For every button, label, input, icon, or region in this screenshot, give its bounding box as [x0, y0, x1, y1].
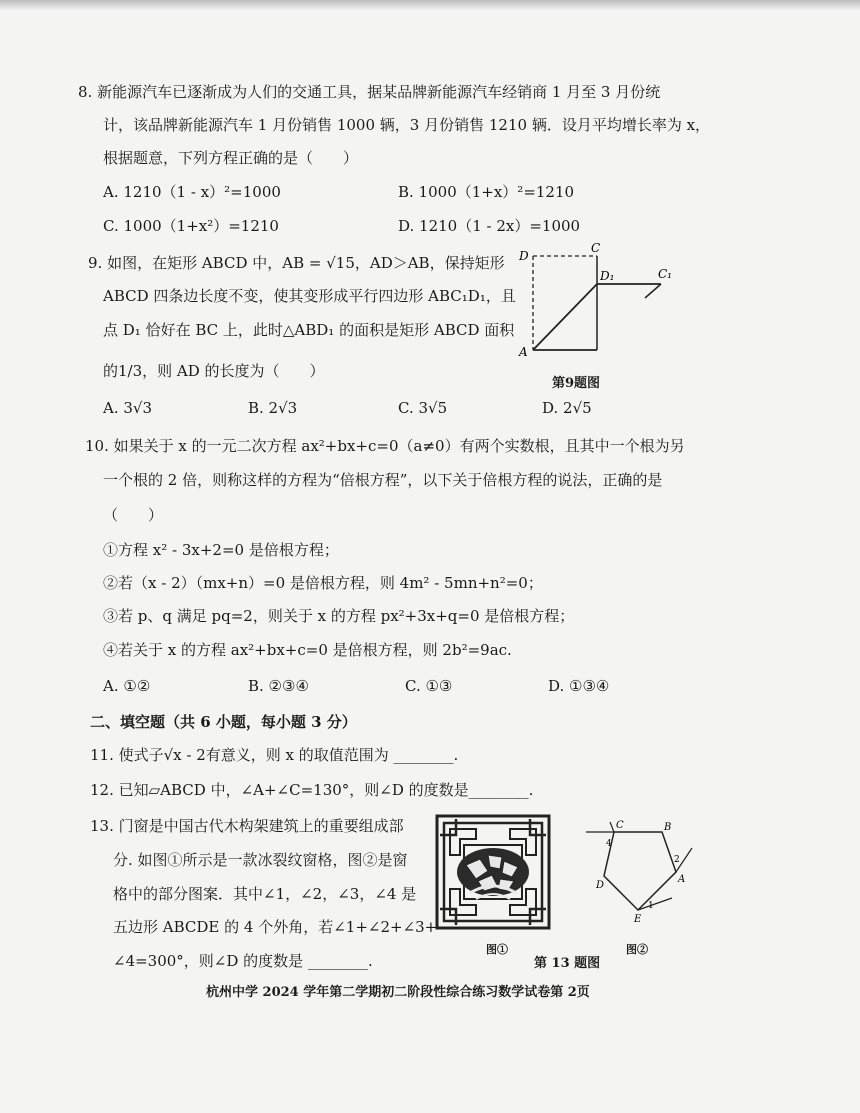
q10-statement-3: ③若 p、q 满足 pq=2，则关于 x 的方程 px²+3x+q=0 是倍根方程；: [103, 607, 575, 625]
q13-line4: 五边形 ABCDE 的 4 个外角，若∠1+∠2+∠3+: [113, 918, 438, 936]
label-a: A: [519, 345, 528, 359]
q10-option-d: D. ①③④: [548, 677, 610, 695]
q8-line2: 计，该品牌新能源汽车 1 月份销售 1000 辆，3 月份销售 1210 辆．设月平均增长率为 x，: [103, 116, 711, 134]
q13-line5: ∠4=300°，则∠D 的度数是 ________.: [113, 952, 373, 970]
q13-caption: 第 13 题图: [534, 956, 601, 971]
q10-option-a: A. ①②: [103, 677, 151, 695]
q9-line1: 9. 如图，在矩形 ABCD 中，AB = √15，AD＞AB，保持矩形: [88, 254, 505, 272]
q9-line3: 点 D₁ 恰好在 BC 上，此时△ABD₁ 的面积是矩形 ABCD 面积: [103, 321, 515, 339]
fig1-label: 图①: [486, 943, 508, 956]
q9-option-d: D. 2√5: [542, 399, 592, 417]
q9-line4: 的1/3，则 AD 的长度为（ ）: [103, 362, 325, 380]
q8-line3: 根据题意，下列方程正确的是（ ）: [103, 149, 359, 167]
ice-crack-window-figure: [436, 815, 550, 929]
side-ad1: [533, 284, 597, 350]
q9-caption: 第9题图: [552, 376, 601, 391]
point-b: B: [664, 822, 672, 833]
q10-statement-4: ④若关于 x 的方程 ax²+bx+c=0 是倍根方程，则 2b²=9ac.: [103, 641, 512, 659]
section-2-heading: 二、填空题（共 6 小题，每小题 3 分）: [90, 713, 357, 731]
page-footer: 杭州中学 2024 学年第二学期初二阶段性综合练习数学试卷第 2页: [206, 985, 590, 1000]
label-c: C: [591, 241, 601, 255]
q10-line2: 一个根的 2 倍，则称这样的方程为“倍根方程”，以下关于倍根方程的说法，正确的是: [103, 471, 663, 489]
q10-statement-2: ②若（x - 2）（mx+n）=0 是倍根方程，则 4m² - 5mn+n²=0；: [103, 574, 543, 592]
point-c: C: [616, 820, 624, 831]
q13-line1: 13. 门窗是中国古代木构架建筑上的重要组成部: [90, 817, 404, 835]
q13-line2: 分. 如图①所示是一款冰裂纹窗格，图②是窗: [113, 851, 408, 869]
q10-line1: 10. 如果关于 x 的一元二次方程 ax²+bx+c=0（a≠0）有两个实数根，且其中一个根为另: [85, 437, 685, 455]
label-c1: C₁: [658, 267, 672, 281]
angle-2-label: 2: [674, 855, 680, 865]
scan-edge: [0, 0, 860, 10]
q10-line3: （ ）: [103, 506, 164, 524]
side-c1-stub: [645, 284, 661, 298]
angle-4-label: 4: [606, 839, 612, 849]
q8-option-b: B. 1000（1+x）²=1210: [398, 183, 575, 201]
q13-line3: 格中的部分图案．其中∠1，∠2，∠3，∠4 是: [113, 885, 417, 903]
q10-option-c: C. ①③: [405, 677, 453, 695]
q9-line2: ABCD 四条边长度不变，使其变形成平行四边形 ABC₁D₁，且: [103, 287, 516, 305]
q11: 11. 使式子√x - 2有意义，则 x 的取值范围为 ________.: [90, 746, 459, 764]
q8-option-d: D. 1210（1 - 2x）=1000: [398, 217, 581, 235]
q9-option-b: B. 2√3: [248, 399, 298, 417]
point-d: D: [596, 880, 605, 891]
angle-1-label: 1: [648, 901, 654, 911]
q8-option-a: A. 1210（1 - x）²=1000: [103, 183, 281, 201]
q9-figure: [515, 242, 675, 372]
pentagon-abcde: [604, 832, 676, 910]
q10-statement-1: ①方程 x² - 3x+2=0 是倍根方程；: [103, 541, 339, 559]
label-d: D: [519, 249, 529, 263]
q9-option-c: C. 3√5: [398, 399, 448, 417]
q8-line1: 8. 新能源汽车已逐渐成为人们的交通工具，据某品牌新能源汽车经销商 1 月至 3 月份统: [78, 83, 661, 101]
point-e: E: [634, 914, 642, 925]
label-d1: D₁: [600, 269, 615, 283]
q8-option-c: C. 1000（1+x²）=1210: [103, 217, 279, 235]
point-a: A: [678, 874, 686, 885]
pentagon-figure: [580, 818, 705, 936]
q12: 12. 已知▱ABCD 中，∠A+∠C=130°，则∠D 的度数是________.: [90, 781, 534, 799]
q10-option-b: B. ②③④: [248, 677, 309, 695]
fig2-label: 图②: [626, 943, 648, 956]
q9-option-a: A. 3√3: [103, 399, 153, 417]
